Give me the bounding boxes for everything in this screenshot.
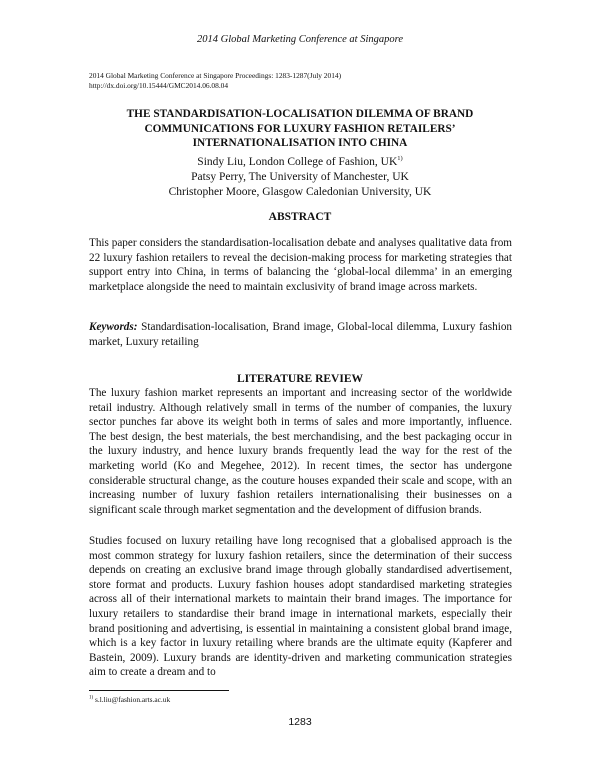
author-1-footnote-mark: 1) [397, 155, 403, 163]
doi-link[interactable]: http://dx.doi.org/10.15444/GMC2014.06.08.04 [89, 80, 229, 90]
title-line-3: INTERNATIONALISATION INTO CHINA [192, 137, 408, 149]
author-list [60, 155, 540, 200]
author-1 [60, 155, 540, 170]
proceedings-citation: 2014 Global Marketing Conference at Singapore Proceedings: 1283-1287(July 2014) [89, 71, 342, 80]
footnote-mark: 1) [89, 695, 94, 701]
abstract-heading: ABSTRACT [268, 211, 332, 223]
author-2: Patsy Perry, The University of Manchester, UK [191, 171, 409, 183]
footnote [89, 695, 389, 704]
keywords [89, 320, 512, 349]
proceedings-info [89, 71, 519, 90]
keywords-text: Standardisation-localisation, Brand image, Global-local dilemma, Luxury fashion market, Luxury retailing [89, 321, 513, 348]
literature-review-paragraph-1: The luxury fashion market represents an important and increasing sector of the worldwide retail industry. Although relatively small in terms of the number of companies, the luxury sector punches far above its weight both in terms of sales and more importantly, influence. The best design, the best materials, the best merchandising, and the best packaging occur in the luxury industry, and hence luxury brands frequently lead the way for the rest of the marketing world (Ko and Megehee, 2012). In recent times, the sector has undergone considerable structural change, as the couture houses expanded their scale and scope, with an increasing number of luxury fashion retailers internationalising their businesses on a significant scale through market segmentation and the development of diffusion brands. [89, 387, 512, 516]
literature-review-heading: LITERATURE REVIEW [237, 373, 363, 385]
footnote-divider [89, 690, 229, 691]
page-number: 1283 [288, 716, 312, 728]
paper-title [60, 107, 540, 151]
title-line-2: COMMUNICATIONS FOR LUXURY FASHION RETAILERS’ [144, 122, 456, 135]
title-line-1: THE STANDARDISATION-LOCALISATION DILEMMA OF BRAND [126, 108, 474, 120]
running-head: 2014 Global Marketing Conference at Singapore [197, 34, 403, 45]
literature-review-paragraph-2: Studies focused on luxury retailing have long recognised that a globalised approach is the most common strategy for luxury fashion retailers, since the determination of their success depends on creating an exclusive brand image through globally standardised advertisement, store format and products. Luxury fashion houses adopt standardised marketing strategies across all of their international markets to maintain their brand images. The importance for luxury retailers to standardise their brand image in international markets, especially their brand positioning and advertising, is essential in maintaining a consistent global brand image, which is a key factor in luxury retailing where brands are the ultimate equity (Kapferer and Bastein, 2009). Luxury brands are identity-driven and marketing communication strategies aim to create a dream and to [89, 535, 512, 679]
keywords-label: Keywords: [89, 321, 138, 333]
footnote-email[interactable]: s.l.liu@fashion.arts.ac.uk [93, 695, 171, 704]
abstract-body: This paper considers the standardisation-localisation debate and analyses qualitative data from 22 luxury fashion retailers to reveal the decision-making process for marketing strategies that support entry into China, in terms of balancing the ‘global-local dilemma’ in an emerging marketplace alongside the need to maintain exclusivity of brand image across markets. [89, 237, 512, 293]
author-1-text: Sindy Liu, London College of Fashion, UK [197, 156, 398, 168]
author-3: Christopher Moore, Glasgow Caledonian University, UK [168, 186, 432, 198]
